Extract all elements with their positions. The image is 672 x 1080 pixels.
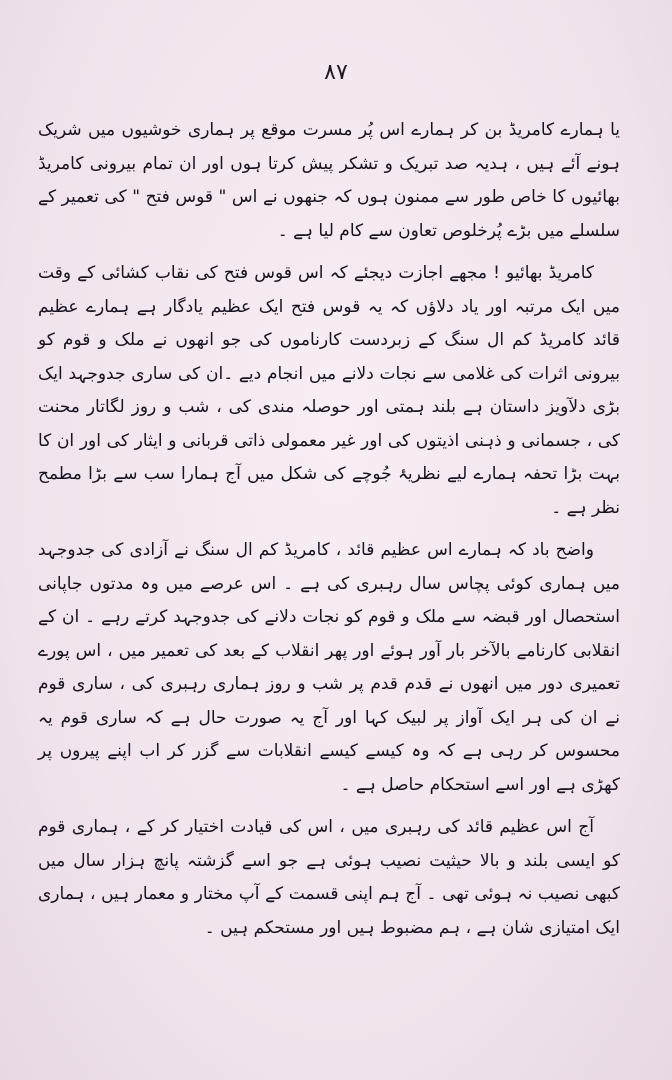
paragraph-3: واضح باد کہ ہمارے اس عظیم قائد ، کامریڈ کم ال سنگ نے آزادی کی جدوجہد میں ہماری کوئی پچاس سال رہبری کی ہے ۔ اس عرصے میں وہ مدتوں جاپانی استحصال اور قبضہ سے ملک و قوم کو نجات دلانے کی جدوجہد کرتے رہے ۔ ان کے انقلابی کارنامے بالآخر بار آور ہوئے اور پھر انقلاب کے بعد کی تعمیر میں ، اس پورے تعمیری دور میں انھوں نے قدم قدم پر شب و روز ہماری رہبری کی ، ساری قوم نے ان کی ہر ایک آواز پر لبیک کہا اور آج یہ صورت حال ہے کہ ساری قوم یہ محسوس کر رہی ہے کہ وہ کیسے کیسے انقلابات سے گزر کر اب اپنے پیروں پر کھڑی ہے اور اسے استحکام حاصل ہے ۔ [38,540,620,795]
page-number: ۸۷ [324,60,348,85]
paragraph-4: آج اس عظیم قائد کی رہبری میں ، اس کی قیادت اختیار کر کے ، ہماری قوم کو ایسی بلند و بالا حیثیت نصیب ہوئی ہے جو اسے گزشتہ پانچ ہزار سال میں کبھی نصیب نہ ہوئی تھی ۔ آج ہم اپنی قسمت کے آپ مختار و معمار ہیں ، ہماری ایک امتیازی شان ہے ، ہم مضبوط ہیں اور مستحکم ہیں ۔ [38,817,620,938]
paragraph-1: یا ہمارے کامریڈ بن کر ہمارے اس پُر مسرت موقع پر ہماری خوشیوں میں شریک ہونے آئے ہیں ، ہدیہ صد تبریک و تشکر پیش کرتا ہوں اور ان تمام بیرونی کامریڈ بھائیوں کا خاص طور سے ممنون ہوں کہ جنھوں نے اس " قوس فتح " کی تعمیر کے سلسلے میں بڑے پُرخلوص تعاون سے کام لیا ہے ۔ [38,120,620,241]
paragraph-2: کامریڈ بھائیو ! مجھے اجازت دیجئے کہ اس قوس فتح کی نقاب کشائی کے وقت میں ایک مرتبہ اور یاد دلاؤں کہ یہ قوس فتح ایک عظیم یادگار ہے ہمارے عظیم قائد کامریڈ کم ال سنگ کے زبردست کارناموں کی جو انھوں نے ملک و قوم کو بیرونی اثرات کی غلامی سے نجات دلانے میں انجام دیے ۔ان کی ساری جدوجہد ایک بڑی دلآویز داستان ہے بلند ہمتی اور حوصلہ مندی کی ، شب و روز لگاتار محنت کی ، جسمانی و ذہنی اذیتوں کی اور غیر معمولی ذاتی قربانی و ایثار کی اور ان کا بہت بڑا تحفہ ہمارے لیے نظریۂ جُوچے کی شکل میں آج ہمارا سب سے بڑا مطمح نظر ہے ۔ [38,263,620,518]
page-body-text [38,114,620,954]
